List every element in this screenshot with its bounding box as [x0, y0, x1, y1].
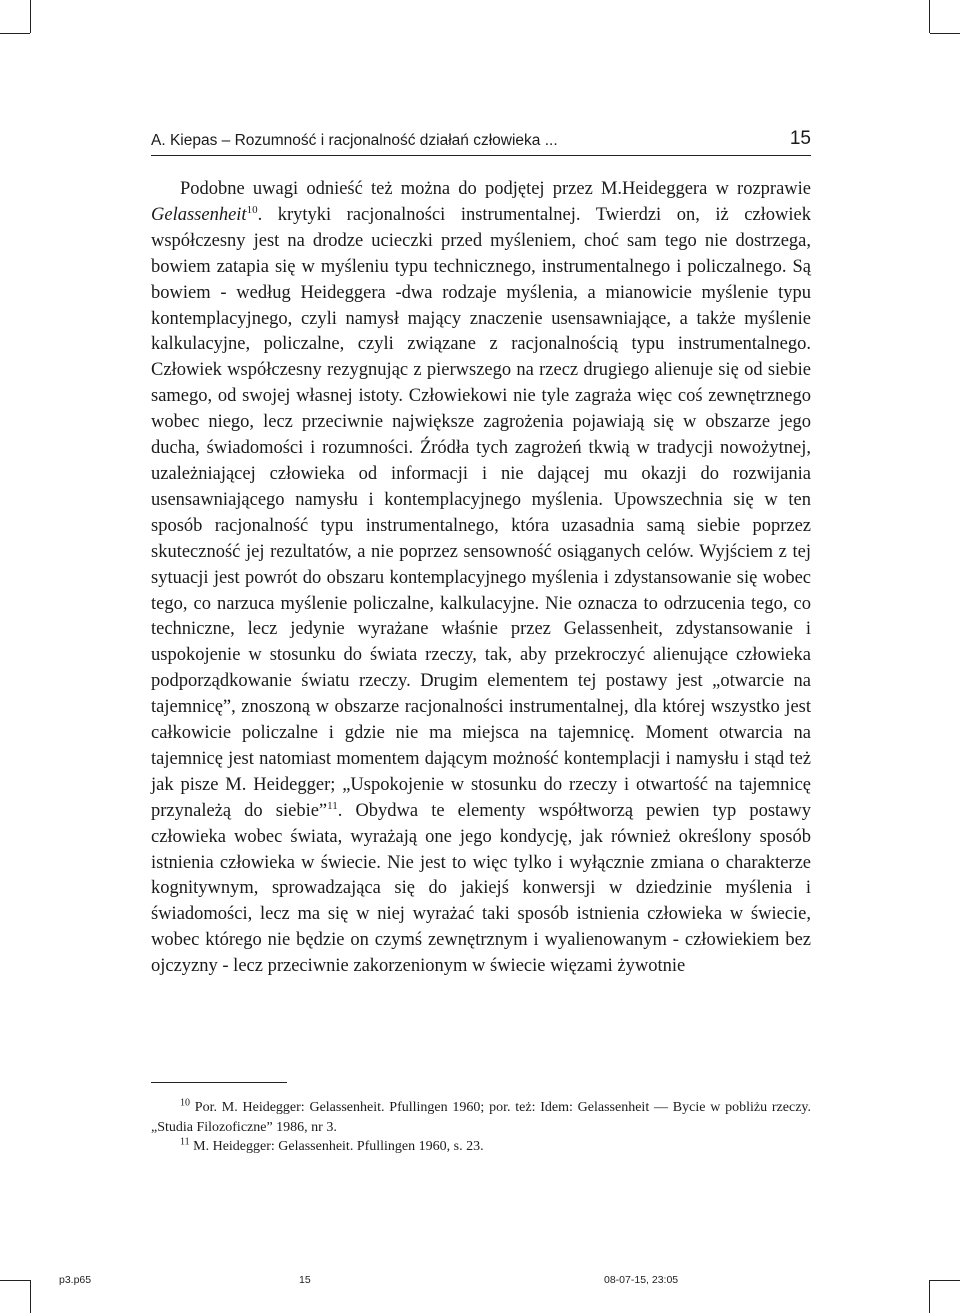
footnote-text: M. Heidegger: Gelassenheit. Pfullingen 1960, s. 23. [193, 1139, 484, 1154]
footnote [151, 1098, 811, 1137]
text-run: . Obydwa te elementy współtworzą pewien typ postawy człowieka wobec świata, wyrażają one jego kondycję, jak również określony sposób istnienia człowieka w świecie. Nie jest to więc tylko i wyłącznie zmiana o charakterze kognitywnym, sprowadzająca się do jakiejś konwersji w dziedzinie myślenia i świadomości, lecz ma się w niej wyrażać taki sposób istnienia człowieka w świecie, wobec którego nie będzie on czymś zewnętrznym i wyalienowanym - człowiekiem bez ojczyzny - lecz przeciwnie zakorzenionym w świecie więzami żywotnie [151, 800, 811, 977]
footnote-text: Por. M. Heidegger: Gelassenheit. Pfullingen 1960; por. też: Idem: Gelassenheit — Bycie w pobliżu rzeczy. „Studia Filozoficzne” 1986, nr 3. [151, 1100, 811, 1135]
crop-mark [930, 33, 960, 34]
page-number: 15 [789, 128, 811, 149]
crop-mark [930, 1280, 960, 1281]
footnote-rule [151, 1082, 287, 1083]
header-rule [151, 155, 811, 156]
crop-mark [0, 1280, 30, 1281]
footnote-ref: 11 [327, 799, 338, 812]
footnote [151, 1137, 811, 1157]
footnote-number: 11 [180, 1136, 190, 1148]
crop-mark [30, 1280, 31, 1313]
footnote-number: 10 [180, 1097, 190, 1109]
main-text [151, 177, 811, 980]
text-run: Podobne uwagi odnieść też można do podjętej przez M.Heideggera w rozprawie [180, 179, 811, 199]
page-header [151, 128, 811, 156]
paragraph [151, 177, 811, 980]
crop-mark [929, 1280, 930, 1313]
text-run: . krytyki racjonalności instrumentalnej. Twierdzi on, iż człowiek współczesny jest na drodze ucieczki przed myśleniem, choć sam tego nie dostrzega, bowiem zatapia się w myśleniu typu technicznego, instrumentalnego i policzalnego. Są bowiem - według Heideggera -dwa rodzaje myślenia, a mianowicie myślenie typu kontemplacyjnego, czyli namysł mający znaczenie usensawniające, a także myślenie kalkulacyjne, policzalne, czyli związane z racjonalnością typu instrumentalnego. Człowiek współczesny rezygnując z pierwszego na rzecz drugiego alienuje się od siebie samego, od swojej własnej istoty. Człowiekowi nie tyle zagraża więc coś zewnętrznego wobec niego, lecz przeciwnie największe zagrożenia pojawiają się w obszarze jego ducha, świadomości i rozumności. Źródła tych zagrożeń tkwią w tradycji nowożytnej, uzależniającej człowieka od informacji i nie dającej mu okazji do rozwijania usensawniającego namysłu i kontemplacyjnego myślenia. Upowszechnia się w ten sposób racjonalność typu instrumentalnego, która uzasadnia samą siebie poprzez skuteczność jej rezultatów, a nie poprzez sensowność osiąganych celów. Wyjściem z tej sytuacji jest powrót do obszaru kontemplacyjnego myślenia i zdystansowanie się wobec tego, co narzuca myślenie policzalne, kalkulacyjne. Nie oznacza to odrzucenia tego, co techniczne, lecz jedynie wyrażane właśnie przez Gelassenheit, zdystansowanie i uspokojenie w stosunku do świata rzeczy, tak, aby przekroczyć alienujące człowieka podporządkowanie światu rzeczy. Drugim elementem tej postawy jest „otwarcie na tajemnicę”, znoszoną w obszarze racjonalności instrumentalnej, dla której wszystko jest całkowicie policzalne i gdzie nie ma miejsca na tajemnicę. Moment otwarcia na tajemnicę jest natomiast momentem dającym możność kontemplacji i namysłu i stąd też jak pisze M. Heidegger; „Uspokojenie w stosunku do rzeczy i otwartość na tajemnicę przynależą do siebie” [151, 204, 811, 821]
slug-page: 15 [299, 1274, 311, 1286]
italic-title: Gelassenheit [151, 204, 247, 225]
footnotes [151, 1098, 811, 1157]
crop-mark [0, 33, 30, 34]
slug-datetime: 08-07-15, 23:05 [604, 1274, 679, 1286]
footnote-ref: 10 [246, 203, 258, 216]
crop-mark [929, 0, 930, 33]
crop-mark [30, 0, 31, 33]
slug-filename: p3.p65 [59, 1274, 92, 1286]
running-head: A. Kiepas – Rozumność i racjonalność działań człowieka ... [151, 132, 558, 149]
